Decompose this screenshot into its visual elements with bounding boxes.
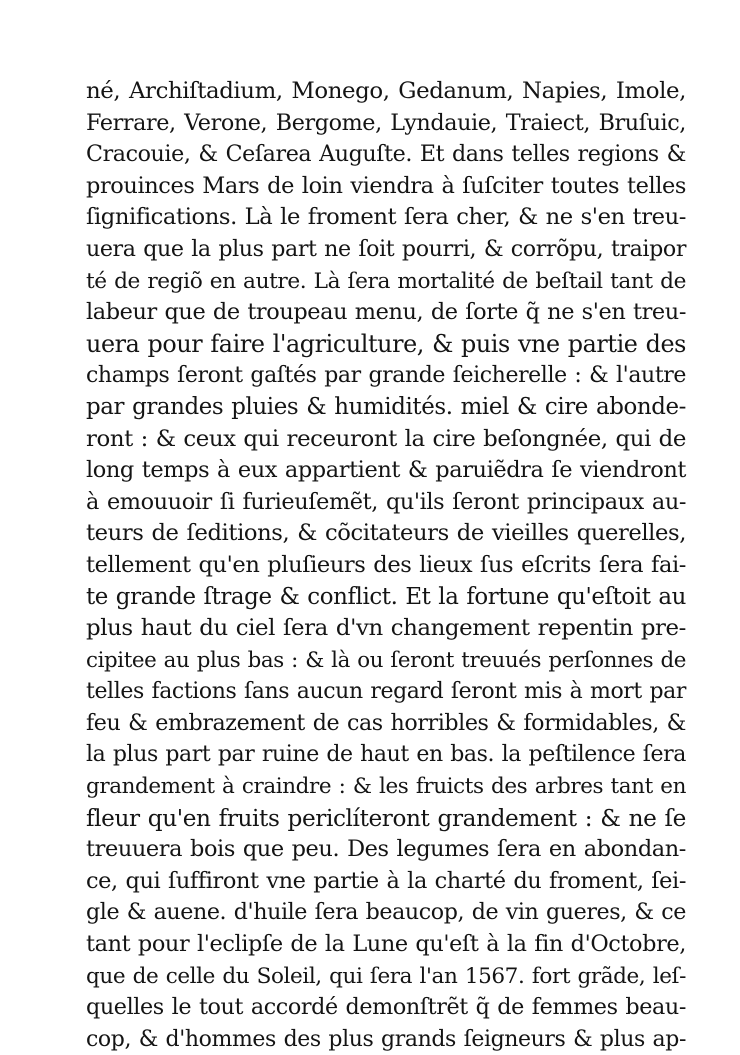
text-line: te grande ſtrage & conflict. Et la fortune qu'eſtoit au (86, 583, 686, 610)
text-line: cop, & d'hommes des plus grands ſeigneurs & plus ap- (86, 1026, 686, 1052)
text-line: gle & auene. d'huile ſera beaucop, de vin gueres, & ce (86, 899, 686, 926)
text-line: par grandes pluies & humidités. miel & cire abonde- (86, 393, 686, 420)
text-line: treuuera bois que peu. Des legumes ſera en abondan- (86, 836, 686, 863)
text-line: la plus part par ruine de haut en bas. la peſtilence ſera (86, 742, 686, 768)
text-line: ront : & ceux qui receuront la cire beſongnée, qui de (86, 425, 686, 452)
text-line: tellement qu'en pluſieurs des lieux ſus eſcrits ſera fai- (86, 551, 686, 578)
text-line: teurs de ſeditions, & cõcitateurs de vieilles querelles, (86, 520, 686, 547)
text-line: telles factions ſans aucun regard ſeront mis à mort par (86, 679, 686, 705)
text-line: ce, qui ſuffiront vne partie à la charté du froment, ſei- (86, 867, 686, 894)
body-text (86, 76, 686, 1055)
text-line: long temps à eux appartient & paruiẽdra ſe viendront (86, 457, 686, 484)
text-line: prouinces Mars de loin viendra à ſuſciter toutes telles (86, 172, 686, 199)
text-line: tant pour l'eclipſe de la Lune qu'eſt à la fin d'Octobre, (86, 931, 686, 958)
text-line: ſignifications. Là le froment ſera cher, & ne s'en treu- (86, 204, 686, 231)
text-line: uera que la plus part ne ſoit pourri, & corrõpu, traipor (86, 235, 686, 262)
text-line: feu & embrazement de cas horribles & formidables, & (86, 709, 686, 736)
text-line: té de regiõ en autre. Là ſera mortalité de beſtail tant de (86, 268, 686, 294)
text-line: grandement à craindre : & les fruicts des arbres tant en (86, 774, 686, 800)
text-line: plus haut du ciel ſera d'vn changement repentin pre- (86, 615, 686, 642)
text-line: labeur que de troupeau menu, de ſorte q̃ ne s'en treu- (86, 299, 686, 326)
text-line: Cracouie, & Ceſarea Auguſte. Et dans telles regions & (86, 141, 686, 168)
text-line: né, Archiſtadium, Monego, Gedanum, Napies, Imole, (86, 78, 686, 104)
text-line: uera pour faire l'agriculture, & puis vne partie des (86, 329, 686, 358)
text-line: cipitee au plus bas : & là ou ſeront treuués perſonnes de (86, 647, 686, 673)
text-line: à emouuoir ſi furieuſemẽt, qu'ils ſeront principaux au- (86, 488, 686, 515)
text-line: champs ſeront gaſtés par grande ſeicherelle : & l'autre (86, 363, 686, 389)
text-line: Ferrare, Verone, Bergome, Lyndauie, Traiect, Bruſuic, (86, 109, 686, 136)
text-line: fleur qu'en fruits periclíteront grandement : & ne ſe (86, 804, 686, 832)
text-line: que de celle du Soleil, qui ſera l'an 1567. fort grãde, leſ- (86, 963, 686, 989)
text-line: quelles le tout accordé demonſtrẽt q̃ de femmes beau- (86, 994, 686, 1021)
